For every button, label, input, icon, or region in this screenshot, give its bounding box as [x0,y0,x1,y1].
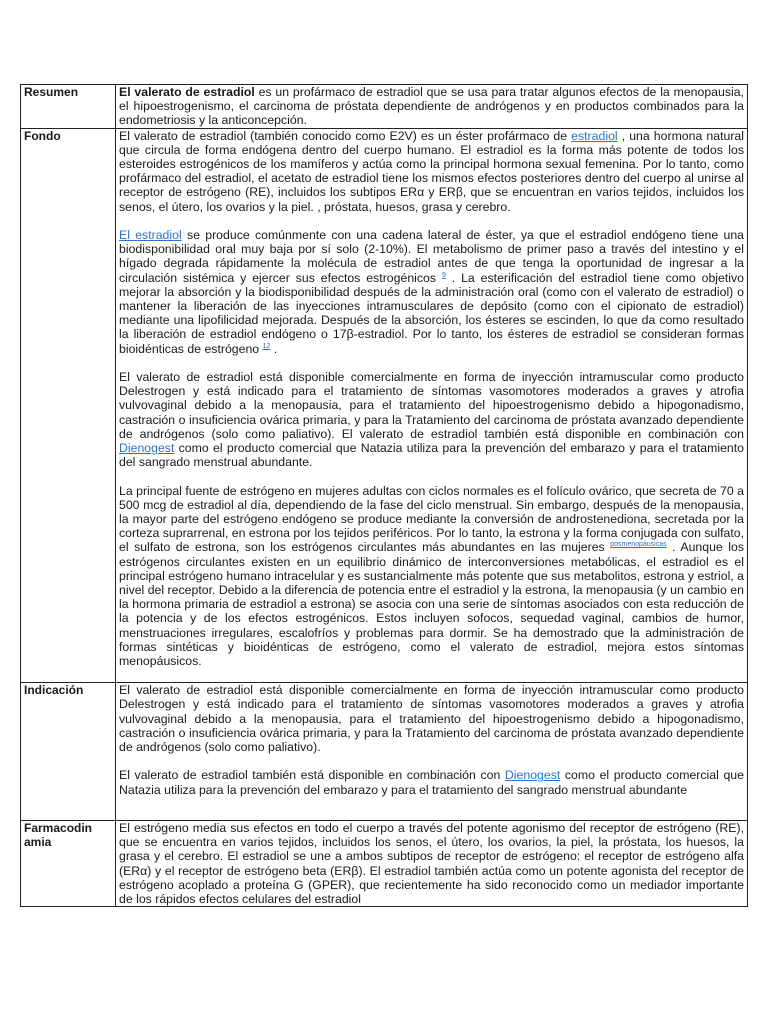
fondo-cell [116,128,748,683]
row-label: Fondo [21,128,116,683]
farmacodinamia-paragraph: El estrógeno media sus efectos en todo el cuerpo a través del potente agonismo del receptor de estrógeno (RE), que se encuentra en varios tejidos, incluidos los senos, el útero, los ovarios, la piel, la próstata, los huesos, la grasa y el cerebro. El estradiol se une a ambos subtipos de receptor de estrógeno: el receptor de estrógeno alfa (ERα) y el receptor de estrógeno beta (ERβ). El estradiol también actúa como un potente agonista del receptor de estrógeno acoplado a proteína G (GPER), que recientemente ha sido reconocido como un mediador importante de los rápidos efectos celulares del estradiol [119,820,744,906]
table-row [21,85,748,129]
row-label: Resumen [21,85,116,129]
resumen-paragraph: El valerato de estradiol es un profármaco de estradiol que se usa para tratar algunos efectos de la menopausia, el hipoestrogenismo, el carcinoma de próstata dependiente de andrógenos y en productos combinados para la endometriosis y la anticoncepción. [119,85,744,128]
fondo-paragraph-3: El valerato de estradiol está disponible comercialmente en forma de inyección intramuscular como producto Delestrogen y está indicado para el tratamiento de síntomas vasomotores moderados a graves y atrofia vulvovaginal debido a la menopausia, para el tratamiento del hipoestrogenismo debido a hipogonadismo, castración o insuficiencia ovárica primaria, y para la Tratamiento del carcinoma de próstata avanzado dependiente de andrógenos (solo como paliativo). El valerato de estradiol también está disponible en combinación con Dienogest como el producto comercial que Natazia utiliza para la prevención del embarazo y para el tratamiento del sangrado menstrual abundante. [119,370,744,470]
table-row [21,683,748,821]
posmenopausicas-link[interactable]: posmenopáusicas [610,541,667,549]
row-label: Indicación [21,683,116,821]
fondo-paragraph-2: El estradiol se produce comúnmente con una cadena lateral de éster, ya que el estradiol endógeno tiene una biodisponibilidad oral muy baja por sí solo (2-10%). El metabolismo de primer paso a través del intestino y el hígado degrada rápidamente la molécula de estradiol antes de que tenga la oportunidad de ingresar a la circulación sistémica y ejercer sus efectos estrogénicos $^9$ . La esterificación del estradiol tiene como objetivo mejorar la absorción y la biodisponibilidad después de la administración oral (como con el valerato de estradiol) o mantener la liberación de las inyecciones intramusculares de depósito (como con el cipionato de estradiol) mediante una lipofilicidad mejorada. Después de la absorción, los ésteres se escinden, lo que da como resultado la liberación de estradiol endógeno o 17β-estradiol. Por lo tanto, los ésteres de estradiol se consideran formas bioidénticas de estrógeno $^{12}$ . [119,228,745,356]
el-estradiol-link[interactable]: El estradiol [119,228,182,243]
estradiol-link[interactable]: estradiol [571,128,618,143]
indicacion-cell [116,683,748,821]
fondo-paragraph-4: La principal fuente de estrógeno en mujeres adultas con ciclos normales es el folículo ovárico, que secreta de 70 a 500 mcg de estradiol al día, dependiendo de la fase del ciclo menstrual. Sin embargo, después de la menopausia, la mayor parte del estrógeno endógeno se produce mediante la conversión de androstenediona, secretada por la corteza suprarrenal, en estrona por los tejidos periféricos. Por lo tanto, la estrona y la forma conjugada con sulfato, el sulfato de estrona, son los estrógenos circulantes más abundantes en las mujeres $^{posmenopáusicas}$ . Aunque los estrógenos circulantes existen en un equilibrio dinámico de interconversiones metabólicas, el estradiol es el principal estrógeno humano intracelular y es sustancialmente más potente que sus metabolitos, estrona y estriol, a nivel del receptor. Debido a la diferencia de potencia entre el estradiol y la estrona, la menopausia (y un cambio en la hormona primaria de estradiol a estrona) se asocia con una serie de síntomas asociados con esta reducción de la potencia y de los efectos estrogénicos. Estos incluyen sofocos, sequedad vaginal, cambios de humor, menstruaciones irregulares, escalofríos y problemas para dormir. Se ha demostrado que la administración de formas sintéticas y bioidénticas de estrógeno, como el valerato de estradiol, mejora estos síntomas menopáusicos. [119,483,744,669]
indicacion-paragraph-1: El valerato de estradiol está disponible comercialmente en forma de inyección intramuscular como producto Delestrogen y está indicado para el tratamiento de síntomas vasomotores moderados a graves y atrofia vulvovaginal debido a la menopausia, para el tratamiento del hipoestrogenismo debido a hipogonadismo, castración o insuficiencia ovárica primaria, y para la Tratamiento del carcinoma de próstata avanzado dependiente de andrógenos (solo como paliativo). [119,683,744,755]
fondo-paragraph-1: El valerato de estradiol (también conocido como E2V) es un éster profármaco de estradiol , una hormona natural que circula de forma endógena dentro del cuerpo humano. El estradiol es la forma más potente de todos los esteroides estrogénicos de los mamíferos y actúa como la principal hormona sexual femenina. Por lo tanto, como profármaco del estradiol, el acetato de estradiol tiene los mismos efectos posteriores dentro del cuerpo al unirse al receptor de estrógeno (RE), incluidos los subtipos ERα y ERβ, que se encuentran en varios tejidos, incluidos los senos, el útero, los ovarios y la piel. , próstata, huesos, grasa y cerebro. [119,128,745,214]
drug-info-table [20,84,748,907]
reference-9-link[interactable]: 9 [441,271,446,279]
resumen-cell [116,85,748,129]
farmacodinamia-cell [116,820,748,906]
table-row [21,820,748,906]
table-row [21,128,748,683]
bold-lead: El valerato de estradiol [119,85,255,99]
dienogest-link[interactable]: Dienogest [119,441,175,456]
indicacion-paragraph-2: El valerato de estradiol también está disponible en combinación con Dienogest como el producto comercial que Natazia utiliza para la prevención del embarazo y para el tratamiento del sangrado menstrual abundante [119,768,744,797]
dienogest-link[interactable]: Dienogest [504,768,561,783]
reference-12-link[interactable]: 12 [262,342,271,350]
row-label: Farmacodin amia [21,820,116,906]
